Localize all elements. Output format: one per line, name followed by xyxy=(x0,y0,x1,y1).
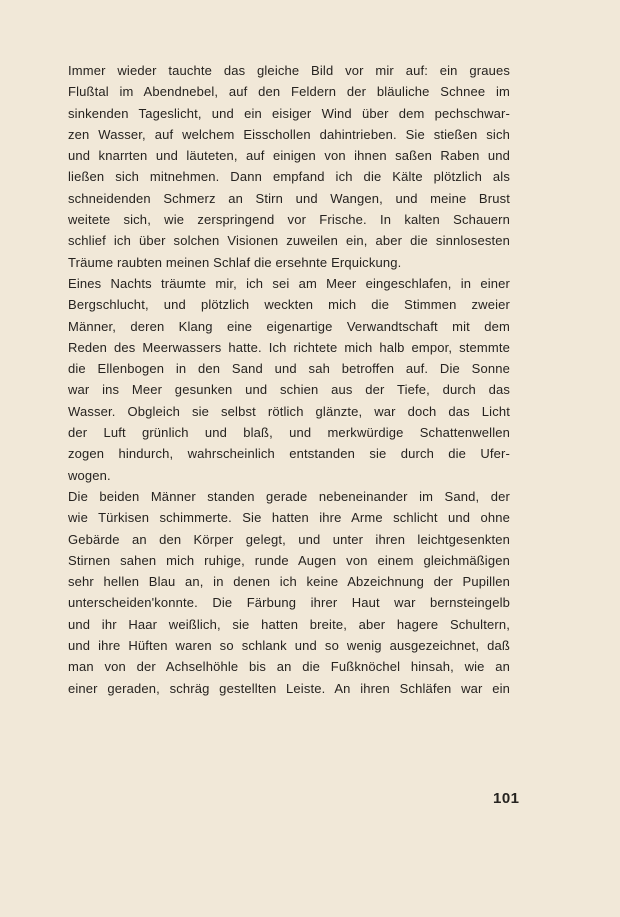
body-text xyxy=(68,60,510,699)
text-line: Die beiden Männer standen gerade nebeneinander im Sand, der xyxy=(68,488,510,504)
text-line: einer geraden, schräg gestellten Leiste. An ihren Schläfen war ein xyxy=(68,680,510,696)
text-line: Reden des Meerwassers hatte. Ich richtete mich halb empor, stemmte xyxy=(68,339,510,355)
text-line: Männer, deren Klang eine eigenartige Verwandtschaft mit dem xyxy=(68,318,510,334)
text-line: sehr hellen Blau an, in denen ich keine Abzeichnung der Pupillen xyxy=(68,574,510,590)
text-line: Bergschlucht, und plötzlich weckten mich die Stimmen zweier xyxy=(68,297,510,313)
paragraph-2 xyxy=(68,273,510,486)
text-line: der Luft grünlich und blaß, und merkwürdige Schattenwellen xyxy=(68,425,510,441)
text-line: die Ellenbogen in den Sand und sah betroffen auf. Die Sonne xyxy=(68,361,510,377)
text-line: Wasser. Obgleich sie selbst rötlich glänzte, war doch das Licht xyxy=(68,403,510,419)
text-line: Eines Nachts träumte mir, ich sei am Meer eingeschlafen, in einer xyxy=(68,275,510,291)
text-line: schlief ich über solchen Visionen zuweilen ein, aber die sinnlosesten xyxy=(68,233,510,249)
text-line: sinkenden Tageslicht, und ein eisiger Wind über dem pechschwar- xyxy=(68,105,510,121)
text-line: schneidenden Schmerz an Stirn und Wangen, und meine Brust xyxy=(68,190,510,206)
text-line: zen Wasser, auf welchem Eisschollen dahintrieben. Sie stießen sich xyxy=(68,126,510,142)
text-line: und ihr Haar weißlich, sie hatten breite, aber hagere Schultern, xyxy=(68,616,510,632)
text-line: Gebärde an den Körper gelegt, und unter ihren leichtgesenkten xyxy=(68,531,510,547)
text-line: ließen sich mitnehmen. Dann empfand ich die Kälte plötzlich als xyxy=(68,169,510,185)
text-line: Immer wieder tauchte das gleiche Bild vor mir auf: ein graues xyxy=(68,63,510,78)
text-line: weitete sich, wie zerspringend vor Frische. In kalten Schauern xyxy=(68,212,510,228)
text-line: und ihre Hüften waren so schlank und so wenig ausgezeichnet, daß xyxy=(68,638,510,654)
page-number: 101 xyxy=(493,790,520,807)
text-line: Stirnen sahen mich ruhige, runde Augen von einem gleichmäßigen xyxy=(68,552,510,568)
paragraph-3 xyxy=(68,486,510,699)
text-line: unterscheiden'konnte. Die Färbung ihrer Haut war bernsteingelb xyxy=(68,595,510,611)
paragraph-1 xyxy=(68,60,510,273)
text-line: wie Türkisen schimmerte. Sie hatten ihre Arme schlicht und ohne xyxy=(68,510,510,526)
text-line: und knarrten und läuteten, auf einigen von ihnen saßen Raben und xyxy=(68,148,510,164)
text-line: zogen hindurch, wahrscheinlich entstanden sie durch die Ufer- xyxy=(68,446,510,462)
text-line: wogen. xyxy=(68,467,111,483)
text-line: Flußtal im Abendnebel, auf den Feldern der bläuliche Schnee im xyxy=(68,84,510,100)
text-line: Träume raubten meinen Schlaf die ersehnte Erquickung. xyxy=(68,254,402,270)
text-line: man von der Achselhöhle bis an die Fußknöchel hinsah, wie an xyxy=(68,659,510,675)
text-line: war ins Meer gesunken und schien aus der Tiefe, durch das xyxy=(68,382,510,398)
